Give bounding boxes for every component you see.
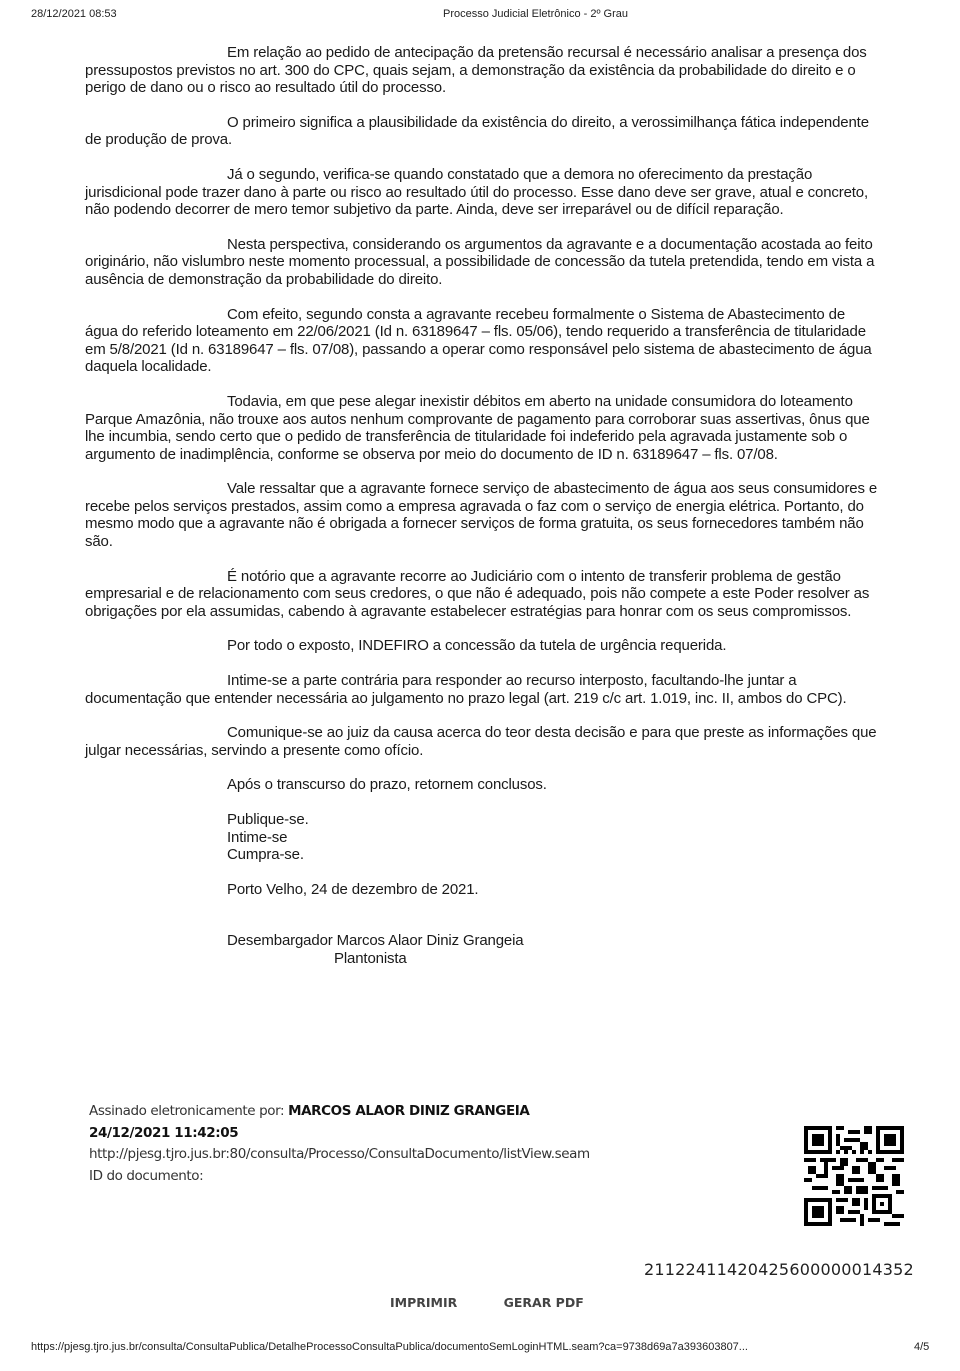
closing-line: Intime-se <box>227 828 288 846</box>
paragraph: Em relação ao pedido de antecipação da pretensão recursal é necessário analisar a presença dos pressupostos previstos no art. 300 do CPC, quais sejam, a demonstração da existência da probabilidade do direito e o perigo de dano ou o risco ao resultado útil do processo. <box>85 44 867 97</box>
document-body <box>85 44 881 968</box>
qr-code-icon <box>804 1124 904 1228</box>
closing-lines <box>227 811 881 864</box>
paragraph: Todavia, em que pese alegar inexistir débitos em aberto na unidade consumidora do loteamento Parque Amazônia, não trouxe aos autos nenhum comprovante de pagamento para corroborar suas assertivas, ônus que lhe incumbia, sendo certo que o pedido de transferência de titularidade foi indeferido pela agravada justamente sob o argumento de inadimplência, conforme se observa por meio do documento de ID n. 63189647 – fls. 07/08. <box>85 392 870 463</box>
print-title: Processo Judicial Eletrônico - 2º Grau <box>443 8 628 20</box>
action-bar <box>390 1295 584 1310</box>
generate-pdf-button[interactable]: GERAR PDF <box>503 1295 584 1310</box>
paragraph: É notório que a agravante recorre ao Judiciário com o intento de transferir problema de gestão empresarial e de relacionamento com seus credores, o que não é adequado, pois não compete a este Poder resolver as obrigações por ela assumidas, cabendo à agravante estabelecer estratégias para honrar com os seus compromissos. <box>85 567 870 620</box>
paragraph: Com efeito, segundo consta a agravante recebeu formalmente o Sistema de Abastecimento de água do referido loteamento em 22/06/2021 (Id n. 63189647 – fls. 05/06), tendo requerido a transferência de titularidade em 5/8/2021 (Id n. 63189647 – fls. 07/08), passando a operar como responsável pelo sistema de abastecimento de água daquela localidade. <box>85 305 872 376</box>
signature-timestamp: 24/12/2021 11:42:05 <box>89 1124 239 1141</box>
print-header <box>0 8 960 24</box>
print-datetime: 28/12/2021 08:53 <box>31 8 117 20</box>
signer-role: Plantonista <box>334 949 407 967</box>
signer-name: Desembargador Marcos Alaor Diniz Grangeia <box>227 932 524 950</box>
signature-name: MARCOS ALAOR DINIZ GRANGEIA <box>288 1103 530 1119</box>
print-footer-url: https://pjesg.tjro.jus.br/consulta/ConsultaPublica/DetalheProcessoConsultaPublica/documentoSemLoginHTML.seam?ca=9738d69a7a393603807... <box>31 1341 748 1353</box>
print-button[interactable]: IMPRIMIR <box>390 1295 458 1310</box>
paragraph: Já o segundo, verifica-se quando constatado que a demora no oferecimento da prestação jurisdicional pode trazer dano à parte ou risco ao resultado útil do processo. Esse dano deve ser grave, atual e concreto, não podendo decorrer de mero temor subjetivo da parte. Ainda, deve ser irreparável ou de difícil reparação. <box>85 165 869 219</box>
document-id-number: 21122411420425600000014352 <box>644 1260 914 1279</box>
paragraph: Vale ressaltar que a agravante fornece serviço de abastecimento de água aos seus consumidores e recebe pelos serviços prestados, assim como a empresa agravada o faz com o serviço de energia elétrica. Portanto, do mesmo modo que a agravante não é obrigada a fornecer serviços de forma gratuita, os seus fornecedores também não são. <box>85 480 878 551</box>
paragraph: Após o transcurso do prazo, retornem conclusos. <box>227 776 547 794</box>
paragraph: Intime-se a parte contrária para responder ao recurso interposto, facultando-lhe juntar a documentação que entender necessária ao julgamento no prazo legal (art. 219 c/c art. 1.019, inc. II, ambos do CPC). <box>85 672 847 707</box>
closing-line: Cumpra-se. <box>227 846 304 864</box>
closing-line: Publique-se. <box>227 811 309 828</box>
place-date: Porto Velho, 24 de dezembro de 2021. <box>227 880 479 898</box>
paragraph: Comunique-se ao juiz da causa acerca do teor desta decisão e para que preste as informações que julgar necessárias, servindo a presente como ofício. <box>85 724 877 759</box>
document-id-label: ID do documento: <box>89 1167 204 1184</box>
decision-paragraph: Por todo o exposto, INDEFIRO a concessão da tutela de urgência requerida. <box>227 637 727 655</box>
verification-url[interactable]: http://pjesg.tjro.jus.br:80/consulta/Processo/ConsultaDocumento/listView.seam <box>89 1146 590 1162</box>
signature-label: Assinado eletronicamente por: <box>89 1103 289 1119</box>
paragraph: O primeiro significa a plausibilidade da existência do direito, a verossimilhança fática independente de produção de prova. <box>85 113 869 149</box>
electronic-signature <box>89 1101 689 1187</box>
paragraph: Nesta perspectiva, considerando os argumentos da agravante e a documentação acostada ao feito originário, não vislumbro neste momento processual, a possibilidade de concessão da tutela pretendida, tendo em vista a ausência de demonstração da probabilidade do direito. <box>85 235 875 288</box>
page-number: 4/5 <box>914 1341 930 1353</box>
